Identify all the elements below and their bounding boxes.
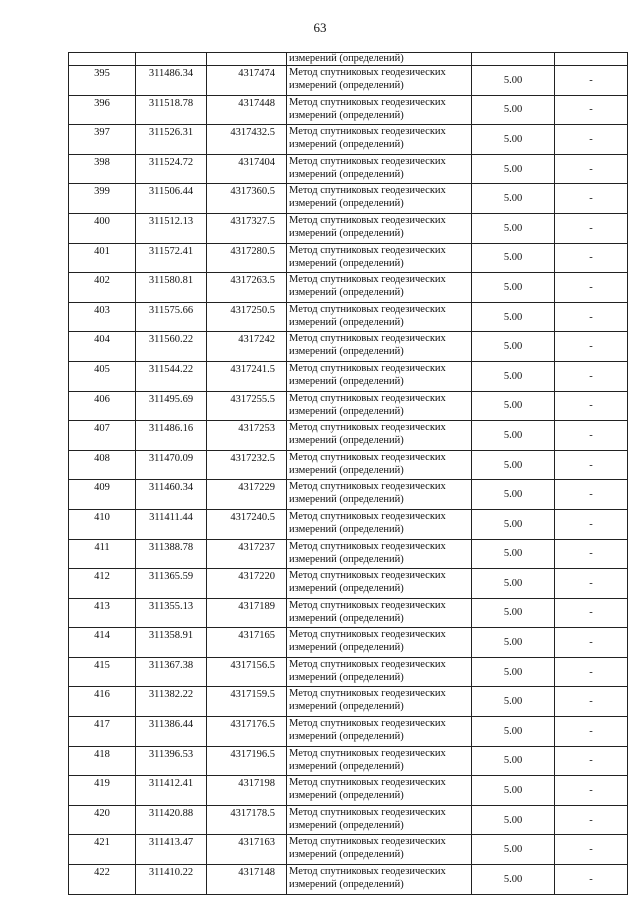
coord-x: 311526.31 bbox=[136, 125, 207, 155]
table-row bbox=[69, 480, 628, 510]
table-row bbox=[69, 273, 628, 303]
coord-y: 4317263.5 bbox=[207, 273, 287, 303]
accuracy: 5.00 bbox=[472, 717, 555, 747]
method: Метод спутниковых геодезических измерений (определений) bbox=[287, 805, 472, 835]
coord-x: 311486.16 bbox=[136, 421, 207, 451]
point-number: 419 bbox=[69, 776, 136, 806]
table-row bbox=[69, 391, 628, 421]
method: Метод спутниковых геодезических измерений (определений) bbox=[287, 687, 472, 717]
point-number: 409 bbox=[69, 480, 136, 510]
accuracy: 5.00 bbox=[472, 628, 555, 658]
coord-y: 4317237 bbox=[207, 539, 287, 569]
method: Метод спутниковых геодезических измерений (определений) bbox=[287, 657, 472, 687]
method: Метод спутниковых геодезических измерений (определений) bbox=[287, 332, 472, 362]
coordinates-table bbox=[68, 52, 628, 895]
accuracy: 5.00 bbox=[472, 480, 555, 510]
coord-x: 311420.88 bbox=[136, 805, 207, 835]
coord-y: 4317242 bbox=[207, 332, 287, 362]
accuracy: 5.00 bbox=[472, 302, 555, 332]
accuracy: 5.00 bbox=[472, 687, 555, 717]
accuracy: 5.00 bbox=[472, 243, 555, 273]
coord-x: 311388.78 bbox=[136, 539, 207, 569]
point-number: 398 bbox=[69, 154, 136, 184]
point-number: 403 bbox=[69, 302, 136, 332]
point-number: 422 bbox=[69, 865, 136, 895]
coord-y: 4317163 bbox=[207, 835, 287, 865]
table-row bbox=[69, 509, 628, 539]
point-number: 402 bbox=[69, 273, 136, 303]
continuation-row bbox=[69, 53, 628, 66]
note: - bbox=[555, 746, 628, 776]
note: - bbox=[555, 243, 628, 273]
note: - bbox=[555, 687, 628, 717]
coord-y: 4317156.5 bbox=[207, 657, 287, 687]
coord-y: 4317432.5 bbox=[207, 125, 287, 155]
coord-y: 4317240.5 bbox=[207, 509, 287, 539]
point-number: 420 bbox=[69, 805, 136, 835]
table-row bbox=[69, 865, 628, 895]
coord-x: 311411.44 bbox=[136, 509, 207, 539]
point-number: 415 bbox=[69, 657, 136, 687]
point-number: 416 bbox=[69, 687, 136, 717]
accuracy: 5.00 bbox=[472, 776, 555, 806]
accuracy: 5.00 bbox=[472, 598, 555, 628]
point-number: 400 bbox=[69, 213, 136, 243]
accuracy: 5.00 bbox=[472, 569, 555, 599]
note: - bbox=[555, 717, 628, 747]
coord-y: 4317360.5 bbox=[207, 184, 287, 214]
accuracy: 5.00 bbox=[472, 213, 555, 243]
point-number: 417 bbox=[69, 717, 136, 747]
table-row bbox=[69, 95, 628, 125]
method: Метод спутниковых геодезических измерений (определений) bbox=[287, 776, 472, 806]
note: - bbox=[555, 450, 628, 480]
coord-x: 311560.22 bbox=[136, 332, 207, 362]
accuracy: 5.00 bbox=[472, 332, 555, 362]
coord-y: 4317148 bbox=[207, 865, 287, 895]
coord-x: 311470.09 bbox=[136, 450, 207, 480]
coord-x: 311412.41 bbox=[136, 776, 207, 806]
coord-y: 4317220 bbox=[207, 569, 287, 599]
coord-x: 311495.69 bbox=[136, 391, 207, 421]
coord-y: 4317176.5 bbox=[207, 717, 287, 747]
accuracy: 5.00 bbox=[472, 66, 555, 96]
coord-y: 4317280.5 bbox=[207, 243, 287, 273]
coord-x: 311506.44 bbox=[136, 184, 207, 214]
method: Метод спутниковых геодезических измерений (определений) bbox=[287, 450, 472, 480]
coord-y: 4317229 bbox=[207, 480, 287, 510]
note: - bbox=[555, 332, 628, 362]
note: - bbox=[555, 835, 628, 865]
table-row bbox=[69, 746, 628, 776]
method: Метод спутниковых геодезических измерений (определений) bbox=[287, 95, 472, 125]
coord-x: 311358.91 bbox=[136, 628, 207, 658]
coord-y: 4317178.5 bbox=[207, 805, 287, 835]
table-row bbox=[69, 805, 628, 835]
table-row bbox=[69, 302, 628, 332]
note: - bbox=[555, 776, 628, 806]
accuracy: 5.00 bbox=[472, 835, 555, 865]
table-row bbox=[69, 687, 628, 717]
table-row bbox=[69, 835, 628, 865]
coord-y: 4317327.5 bbox=[207, 213, 287, 243]
note: - bbox=[555, 184, 628, 214]
table-row bbox=[69, 657, 628, 687]
accuracy: 5.00 bbox=[472, 154, 555, 184]
table-row bbox=[69, 598, 628, 628]
point-number: 396 bbox=[69, 95, 136, 125]
coord-y: 4317165 bbox=[207, 628, 287, 658]
method: Метод спутниковых геодезических измерений (определений) bbox=[287, 746, 472, 776]
method: Метод спутниковых геодезических измерений (определений) bbox=[287, 717, 472, 747]
coord-x: 311382.22 bbox=[136, 687, 207, 717]
point-number: 406 bbox=[69, 391, 136, 421]
coord-x: 311396.53 bbox=[136, 746, 207, 776]
note: - bbox=[555, 154, 628, 184]
point-number: 410 bbox=[69, 509, 136, 539]
point-number: 405 bbox=[69, 361, 136, 391]
coord-y: 4317159.5 bbox=[207, 687, 287, 717]
note: - bbox=[555, 598, 628, 628]
note: - bbox=[555, 865, 628, 895]
method: Метод спутниковых геодезических измерений (определений) bbox=[287, 628, 472, 658]
cell-empty bbox=[472, 53, 555, 66]
method: Метод спутниковых геодезических измерений (определений) bbox=[287, 125, 472, 155]
method: Метод спутниковых геодезических измерений (определений) bbox=[287, 865, 472, 895]
table-row bbox=[69, 184, 628, 214]
method: Метод спутниковых геодезических измерений (определений) bbox=[287, 391, 472, 421]
accuracy: 5.00 bbox=[472, 361, 555, 391]
table-row bbox=[69, 332, 628, 362]
note: - bbox=[555, 421, 628, 451]
method: Метод спутниковых геодезических измерений (определений) bbox=[287, 66, 472, 96]
method: Метод спутниковых геодезических измерений (определений) bbox=[287, 361, 472, 391]
accuracy: 5.00 bbox=[472, 865, 555, 895]
method: Метод спутниковых геодезических измерений (определений) bbox=[287, 213, 472, 243]
note: - bbox=[555, 66, 628, 96]
coord-x: 311365.59 bbox=[136, 569, 207, 599]
point-number: 411 bbox=[69, 539, 136, 569]
point-number: 421 bbox=[69, 835, 136, 865]
method: Метод спутниковых геодезических измерений (определений) bbox=[287, 509, 472, 539]
accuracy: 5.00 bbox=[472, 95, 555, 125]
coord-y: 4317198 bbox=[207, 776, 287, 806]
point-number: 418 bbox=[69, 746, 136, 776]
method-continuation: измерений (определений) bbox=[287, 53, 472, 66]
note: - bbox=[555, 273, 628, 303]
coord-x: 311413.47 bbox=[136, 835, 207, 865]
accuracy: 5.00 bbox=[472, 805, 555, 835]
method: Метод спутниковых геодезических измерений (определений) bbox=[287, 154, 472, 184]
point-number: 399 bbox=[69, 184, 136, 214]
table-row bbox=[69, 717, 628, 747]
coord-y: 4317189 bbox=[207, 598, 287, 628]
note: - bbox=[555, 539, 628, 569]
coord-x: 311544.22 bbox=[136, 361, 207, 391]
accuracy: 5.00 bbox=[472, 125, 555, 155]
table-row bbox=[69, 450, 628, 480]
coord-x: 311580.81 bbox=[136, 273, 207, 303]
cell-empty bbox=[136, 53, 207, 66]
page-number: 63 bbox=[313, 20, 327, 35]
accuracy: 5.00 bbox=[472, 450, 555, 480]
coord-x: 311512.13 bbox=[136, 213, 207, 243]
accuracy: 5.00 bbox=[472, 657, 555, 687]
point-number: 414 bbox=[69, 628, 136, 658]
table-row bbox=[69, 66, 628, 96]
accuracy: 5.00 bbox=[472, 184, 555, 214]
coord-x: 311386.44 bbox=[136, 717, 207, 747]
method: Метод спутниковых геодезических измерений (определений) bbox=[287, 569, 472, 599]
note: - bbox=[555, 213, 628, 243]
note: - bbox=[555, 657, 628, 687]
accuracy: 5.00 bbox=[472, 746, 555, 776]
method: Метод спутниковых геодезических измерений (определений) bbox=[287, 184, 472, 214]
point-number: 407 bbox=[69, 421, 136, 451]
coord-x: 311524.72 bbox=[136, 154, 207, 184]
point-number: 412 bbox=[69, 569, 136, 599]
point-number: 408 bbox=[69, 450, 136, 480]
note: - bbox=[555, 125, 628, 155]
coord-x: 311355.13 bbox=[136, 598, 207, 628]
coord-y: 4317255.5 bbox=[207, 391, 287, 421]
coord-x: 311518.78 bbox=[136, 95, 207, 125]
point-number: 395 bbox=[69, 66, 136, 96]
point-number: 404 bbox=[69, 332, 136, 362]
note: - bbox=[555, 569, 628, 599]
method: Метод спутниковых геодезических измерений (определений) bbox=[287, 835, 472, 865]
method: Метод спутниковых геодезических измерений (определений) bbox=[287, 421, 472, 451]
table-row bbox=[69, 125, 628, 155]
accuracy: 5.00 bbox=[472, 391, 555, 421]
point-number: 413 bbox=[69, 598, 136, 628]
cell-empty bbox=[207, 53, 287, 66]
coord-y: 4317241.5 bbox=[207, 361, 287, 391]
note: - bbox=[555, 361, 628, 391]
accuracy: 5.00 bbox=[472, 421, 555, 451]
coord-x: 311460.34 bbox=[136, 480, 207, 510]
table-row bbox=[69, 154, 628, 184]
point-number: 401 bbox=[69, 243, 136, 273]
coord-x: 311486.34 bbox=[136, 66, 207, 96]
cell-empty bbox=[555, 53, 628, 66]
coord-y: 4317232.5 bbox=[207, 450, 287, 480]
note: - bbox=[555, 95, 628, 125]
coord-y: 4317196.5 bbox=[207, 746, 287, 776]
note: - bbox=[555, 509, 628, 539]
table-row bbox=[69, 539, 628, 569]
accuracy: 5.00 bbox=[472, 273, 555, 303]
method: Метод спутниковых геодезических измерений (определений) bbox=[287, 243, 472, 273]
coord-y: 4317404 bbox=[207, 154, 287, 184]
note: - bbox=[555, 391, 628, 421]
table-row bbox=[69, 628, 628, 658]
method: Метод спутниковых геодезических измерений (определений) bbox=[287, 539, 472, 569]
point-number: 397 bbox=[69, 125, 136, 155]
table-row bbox=[69, 569, 628, 599]
coord-y: 4317253 bbox=[207, 421, 287, 451]
method: Метод спутниковых геодезических измерений (определений) bbox=[287, 480, 472, 510]
coord-x: 311367.38 bbox=[136, 657, 207, 687]
coord-y: 4317474 bbox=[207, 66, 287, 96]
accuracy: 5.00 bbox=[472, 509, 555, 539]
table-row bbox=[69, 361, 628, 391]
method: Метод спутниковых геодезических измерений (определений) bbox=[287, 302, 472, 332]
coord-x: 311572.41 bbox=[136, 243, 207, 273]
table-row bbox=[69, 421, 628, 451]
coord-y: 4317250.5 bbox=[207, 302, 287, 332]
note: - bbox=[555, 805, 628, 835]
coord-x: 311410.22 bbox=[136, 865, 207, 895]
table-row bbox=[69, 776, 628, 806]
coord-x: 311575.66 bbox=[136, 302, 207, 332]
method: Метод спутниковых геодезических измерений (определений) bbox=[287, 273, 472, 303]
note: - bbox=[555, 480, 628, 510]
coord-y: 4317448 bbox=[207, 95, 287, 125]
accuracy: 5.00 bbox=[472, 539, 555, 569]
method: Метод спутниковых геодезических измерений (определений) bbox=[287, 598, 472, 628]
note: - bbox=[555, 302, 628, 332]
note: - bbox=[555, 628, 628, 658]
table-row bbox=[69, 213, 628, 243]
cell-empty bbox=[69, 53, 136, 66]
table-row bbox=[69, 243, 628, 273]
